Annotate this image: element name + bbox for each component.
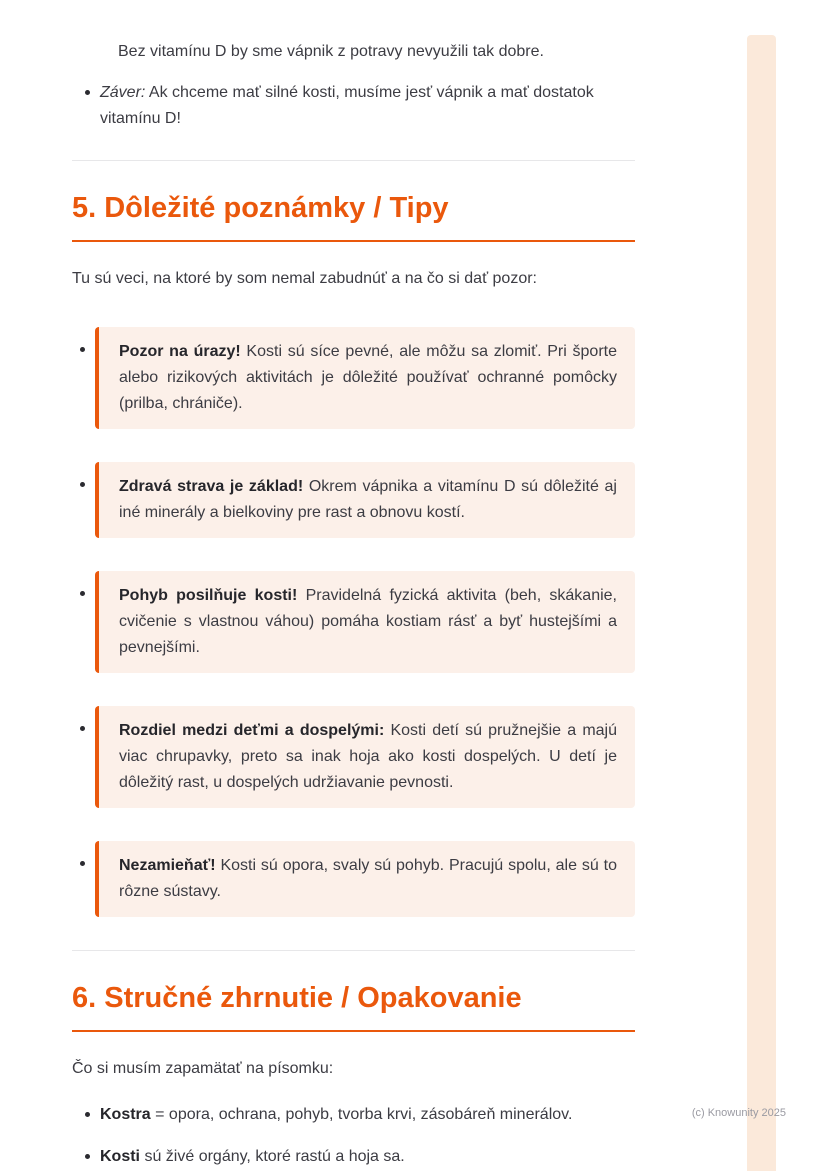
list-item: [85, 80, 635, 132]
list-item: [80, 462, 635, 538]
bullet-dot: [80, 591, 85, 596]
list-item: [80, 706, 635, 808]
tip-text: Kosti sú opora, svaly sú pohyb. Pracujú spolu, ale sú to rôzne sústavy.: [119, 857, 617, 900]
summary-text: [100, 1145, 405, 1169]
copyright-watermark: (c) Knowunity 2025: [691, 1107, 786, 1119]
section5-title: 5. Dôležité poznámky / Tipy: [72, 191, 635, 242]
list-item: [80, 571, 635, 673]
bullet-dot: [80, 861, 85, 866]
summary-list: [72, 1103, 635, 1169]
list-item: [85, 1145, 635, 1169]
tip-callout: [95, 841, 635, 917]
bullet-dot: [85, 1154, 90, 1159]
page-content: [72, 0, 635, 1171]
section5-intro: Tu sú veci, na ktoré by som nemal zabudnúť a na čo si dať pozor:: [72, 270, 537, 287]
tip-lead: Pohyb posilňuje kosti!: [119, 587, 298, 604]
bullet-dot: [80, 482, 85, 487]
tip-callout: [95, 327, 635, 429]
summary-lead: Kostra: [100, 1106, 151, 1123]
tip-text: Kosti detí sú pružnejšie a majú viac chrupavky, preto sa inak hoja ako kosti dospelých. U detí je dôležitý rast, u dospelých udržiavanie pevnosti.: [119, 722, 617, 791]
tip-callout: [95, 571, 635, 673]
page-side-strip: [747, 35, 776, 1171]
section6-title: 6. Stručné zhrnutie / Opakovanie: [72, 981, 635, 1032]
list-item: [80, 327, 635, 429]
bullet-dot: [80, 347, 85, 352]
bullet-dot: [85, 1112, 90, 1117]
bullet-dot: [80, 726, 85, 731]
section-divider: [72, 160, 635, 161]
tip-text: Kosti sú síce pevné, ale môžu sa zlomiť. Pri športe alebo rizikových aktivitách je dôležité používať ochranné pomôcky (prilba, chrániče).: [119, 343, 617, 412]
continuation-line: Bez vitamínu D by sme vápnik z potravy nevyužili tak dobre.: [118, 43, 544, 60]
tip-text: Pravidelná fyzická aktivita (beh, skákanie, cvičenie s vlastnou váhou) pomáha kostiam rásť a byť hustejšími a pevnejšími.: [119, 587, 617, 656]
list-item: [85, 1103, 635, 1127]
summary-text: [100, 1103, 572, 1127]
summary-body: sú živé orgány, ktoré rastú a hoja sa.: [140, 1148, 405, 1165]
bullet-dot: [85, 90, 90, 95]
zaver-lead: Záver:: [100, 84, 146, 101]
tip-lead: Pozor na úrazy!: [119, 343, 241, 360]
zaver-body: Ak chceme mať silné kosti, musíme jesť vápnik a mať dostatok vitamínu D!: [100, 84, 594, 127]
tip-lead: Nezamieňať!: [119, 857, 216, 874]
section-divider: [72, 950, 635, 951]
tips-list: [72, 327, 635, 917]
summary-body: = opora, ochrana, pohyb, tvorba krvi, zásobáreň minerálov.: [150, 1106, 573, 1123]
tip-callout: [95, 706, 635, 808]
tip-text: Okrem vápnika a vitamínu D sú dôležité aj iné minerály a bielkoviny pre rast a obnovu kostí.: [119, 478, 617, 521]
list-item-text: [100, 80, 635, 132]
list-item: [80, 841, 635, 917]
tip-lead: Zdravá strava je základ!: [119, 478, 304, 495]
tip-lead: Rozdiel medzi deťmi a dospelými:: [119, 722, 385, 739]
tip-callout: [95, 462, 635, 538]
section6-intro: Čo si musím zapamätať na písomku:: [72, 1060, 334, 1077]
summary-lead: Kosti: [100, 1148, 140, 1165]
